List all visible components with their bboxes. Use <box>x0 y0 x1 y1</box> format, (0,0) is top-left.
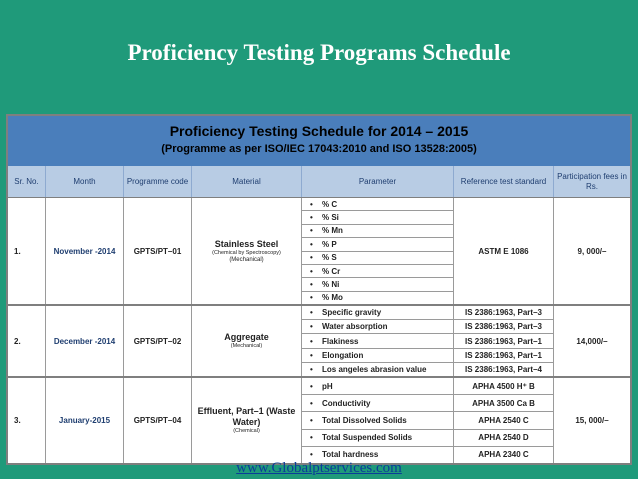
schedule-subtitle: (Programme as per ISO/IEC 17043:2010 and ISO 13528:2005) <box>161 143 477 155</box>
parameter-item: • % S <box>302 252 453 265</box>
parameter-item: • % Si <box>302 211 453 224</box>
col-month: Month <box>46 166 124 197</box>
sr-number: 3. <box>8 378 46 463</box>
material-name: Aggregate <box>224 332 269 342</box>
bullet-icon: • <box>310 433 313 443</box>
parameter-item: • Elongation <box>302 349 453 363</box>
parameter-item: • Total hardness <box>310 450 379 460</box>
programme-code: GPTS/PT–02 <box>124 306 192 376</box>
parameter-list <box>302 198 454 304</box>
month: November -2014 <box>46 198 124 304</box>
programme-code: GPTS/PT–01 <box>124 198 192 304</box>
parameter-list <box>302 378 454 463</box>
bullet-icon: • <box>310 213 313 223</box>
sr-number: 1. <box>8 198 46 304</box>
parameter-item: • Los angeles abrasion value <box>310 364 427 374</box>
col-reference-standard: Reference test standard <box>454 166 554 197</box>
bullet-icon: • <box>310 364 313 374</box>
parameter-item: • % Mn <box>302 225 453 238</box>
material-note: (Mechanical) <box>229 256 264 263</box>
month: December -2014 <box>46 306 124 376</box>
parameter-item: • Conductivity <box>302 395 453 412</box>
bullet-icon: • <box>310 398 313 408</box>
column-headers <box>8 166 630 198</box>
bullet-icon: • <box>310 381 313 391</box>
programme-code: GPTS/PT–04 <box>124 378 192 463</box>
parameter-item: • % Cr <box>302 265 453 278</box>
bullet-icon: • <box>310 226 313 236</box>
bullet-icon: • <box>310 416 313 425</box>
parameter-item: • % C <box>302 198 453 211</box>
reference-item: IS 2386:1963, Part–3 <box>454 320 553 334</box>
material-name: Effluent, Part–1 (Waste Water) <box>197 406 296 427</box>
material-note: (Chemical) <box>233 428 260 434</box>
bullet-icon: • <box>310 239 313 249</box>
parameter-item: • % Mo <box>310 293 343 303</box>
material-note: (Chemical by Spectroscopy) <box>212 249 281 256</box>
reference-item: APHA 2340 C <box>478 450 529 460</box>
bullet-icon: • <box>310 253 313 263</box>
table-row <box>8 198 630 306</box>
material <box>192 198 302 304</box>
schedule-table <box>6 114 632 465</box>
participation-fee: 9, 000/– <box>577 246 607 256</box>
parameter-item: • Water absorption <box>302 320 453 334</box>
col-parameter: Parameter <box>302 166 454 197</box>
website-link[interactable]: www.Globalptservices.com <box>236 460 402 476</box>
reference-item: IS 2386:1963, Part–4 <box>465 364 542 374</box>
schedule-header <box>8 116 630 166</box>
bullet-icon: • <box>310 350 313 360</box>
material <box>192 378 302 463</box>
bullet-icon: • <box>310 266 313 276</box>
col-material: Material <box>192 166 302 197</box>
reference-item: APHA 3500 Ca B <box>454 395 553 412</box>
reference-item: IS 2386:1963, Part–1 <box>454 334 553 348</box>
material-note: (Mechanical) <box>230 343 263 349</box>
parameter-item: • Total Suspended Solids <box>302 430 453 447</box>
reference-list <box>454 378 554 463</box>
reference-item: APHA 2540 D <box>454 430 553 447</box>
col-participation-fees: Participation fees in Rs. <box>557 171 627 191</box>
material-name: Stainless Steel <box>214 238 279 249</box>
bullet-icon: • <box>310 450 313 460</box>
parameter-list <box>302 306 454 376</box>
table-row <box>8 306 630 378</box>
bullet-icon: • <box>310 199 313 209</box>
reference-item: APHA 2540 C <box>454 412 553 429</box>
schedule-title: Proficiency Testing Schedule for 2014 – 2015 <box>169 123 469 139</box>
bullet-icon: • <box>310 308 313 318</box>
parameter-item: • % P <box>302 238 453 251</box>
bullet-icon: • <box>310 293 313 303</box>
reference-item: IS 2386:1963, Part–3 <box>454 306 553 320</box>
participation-fee: 15, 000/– <box>575 416 609 425</box>
bullet-icon: • <box>310 279 313 289</box>
col-programme-code: Programme code <box>124 166 192 197</box>
sr-number: 2. <box>8 306 46 376</box>
reference-standard: ASTM E 1086 <box>454 198 554 304</box>
bullet-icon: • <box>310 336 313 346</box>
bullet-icon: • <box>310 322 313 332</box>
material <box>192 306 302 376</box>
parameter-item: • Specific gravity <box>302 306 453 320</box>
month: January-2015 <box>46 378 124 463</box>
parameter-item: • % Ni <box>302 278 453 291</box>
slide-title: Proficiency Testing Programs Schedule <box>127 40 511 65</box>
reference-item: IS 2386:1963, Part–1 <box>454 349 553 363</box>
reference-list <box>454 306 554 376</box>
parameter-item: • pH <box>302 378 453 395</box>
parameter-item: • Total Dissolved Solids <box>302 412 453 429</box>
reference-item: APHA 4500 H⁺ B <box>454 378 553 395</box>
table-row <box>8 378 630 463</box>
participation-fee: 14,000/– <box>576 336 608 346</box>
parameter-item: • Flakiness <box>302 334 453 348</box>
col-sr-no: Sr. No. <box>8 166 46 197</box>
